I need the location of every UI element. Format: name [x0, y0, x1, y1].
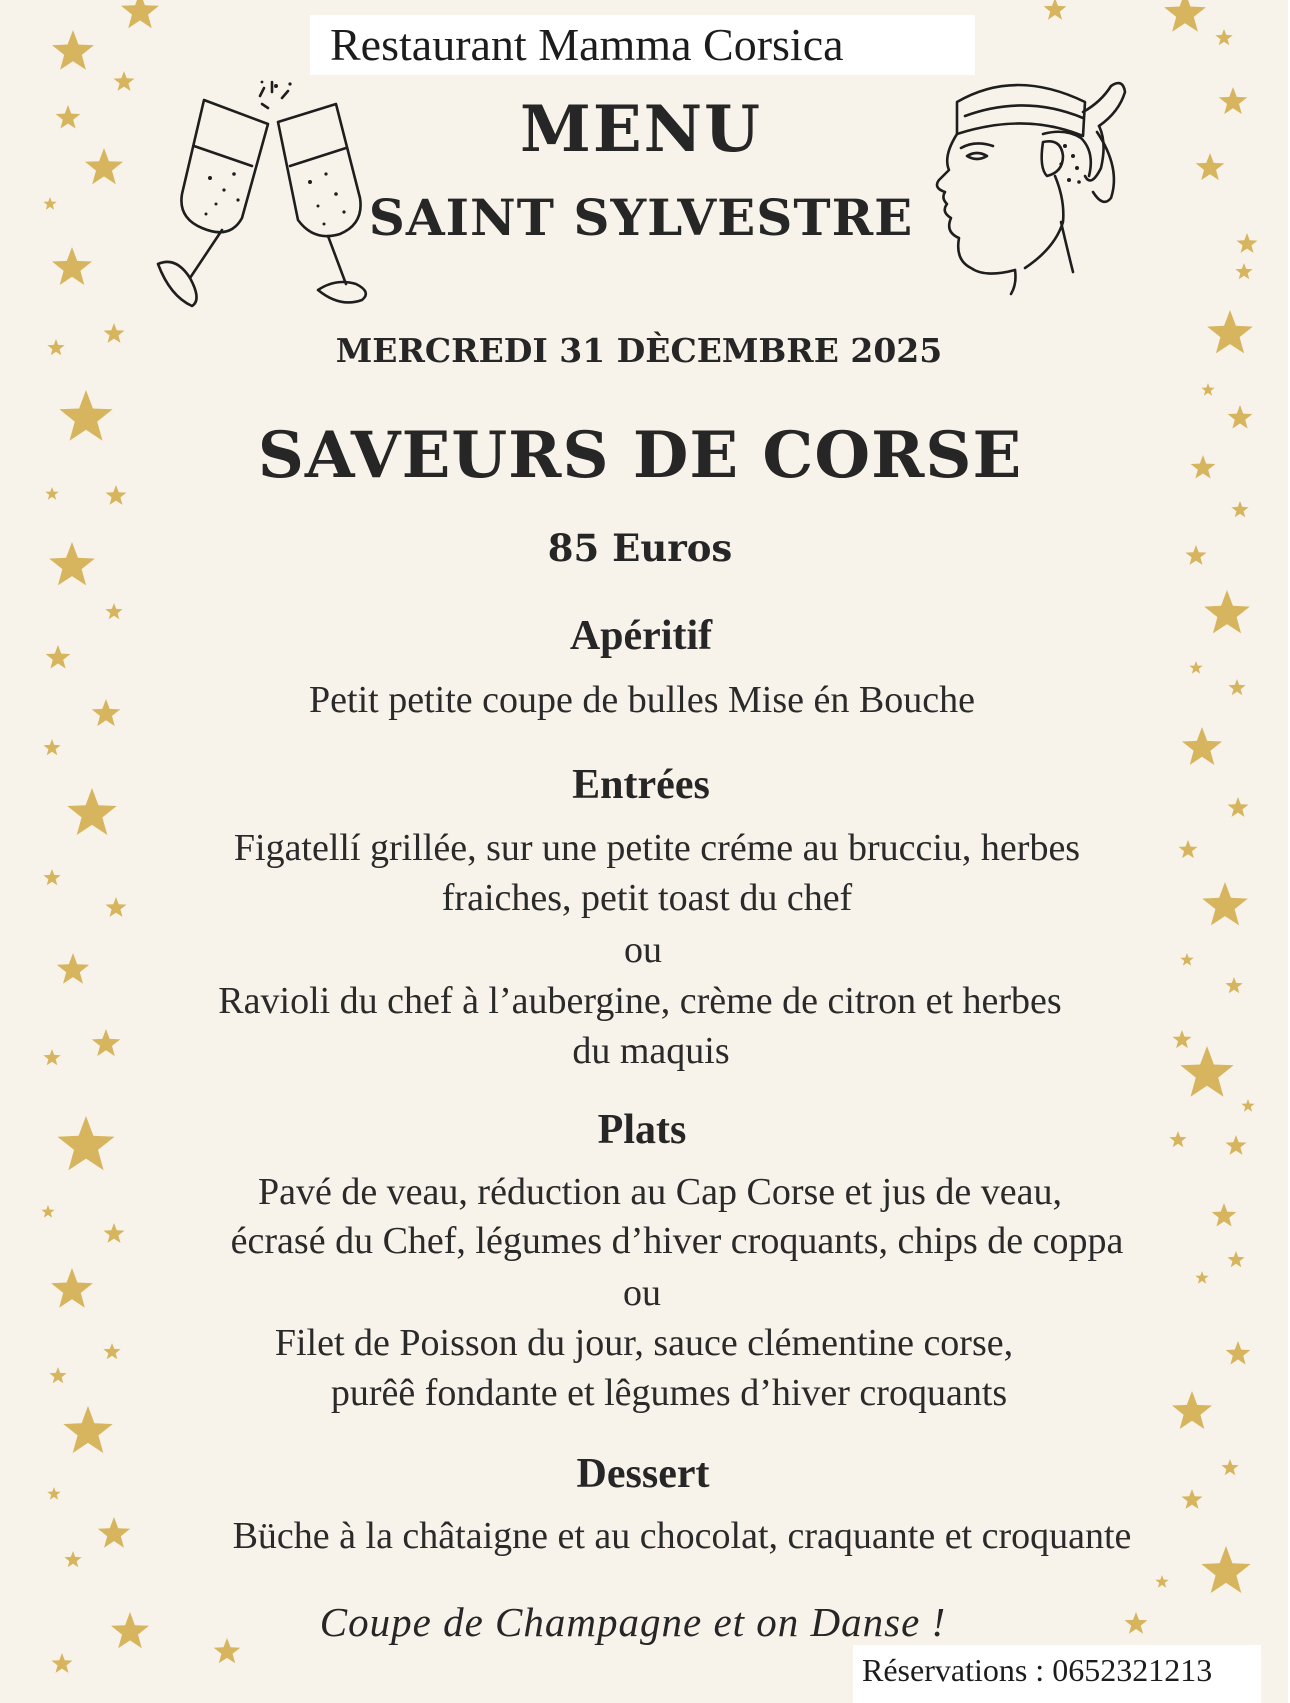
plat-separator: ou [623, 1272, 661, 1314]
menu-price: 85 Euros [547, 526, 733, 570]
star-icon [1215, 29, 1232, 45]
plat-line: Pavé de veau, réduction au Cap Corse et jus de veau, [257, 1171, 1063, 1213]
menu-name: SAVEURS DE CORSE [257, 418, 1023, 493]
plat-line: purêê fondante et lêgumes d’hiver croquants [330, 1372, 1008, 1414]
star-icon [1164, 0, 1206, 32]
section-heading-entrees: Entrées [572, 762, 710, 808]
star-icon [1044, 0, 1067, 20]
section-heading-plats: Plats [597, 1107, 687, 1153]
closing-line: Coupe de Champagne et on Danse ! [319, 1599, 947, 1645]
star-icon [43, 739, 60, 755]
star-icon [1182, 727, 1222, 765]
entree-separator: ou [624, 929, 662, 971]
star-icon [1189, 661, 1202, 674]
star-icon [121, 0, 159, 28]
section-heading-aperitif: Apéritif [569, 613, 713, 659]
entree-line: fraiches, petit toast du chef [441, 877, 853, 919]
reservations-phone: Réservations : 0652321213 [862, 1652, 1213, 1688]
entree-line: du maquis [572, 1030, 730, 1072]
star-icon [1201, 383, 1214, 396]
plat-line: écrasé du Chef, légumes d’hiver croquants, chips de coppa [230, 1220, 1124, 1262]
star-icon [52, 247, 92, 285]
menu-title: MENU [520, 92, 762, 167]
star-icon [1235, 263, 1252, 279]
section-heading-dessert: Dessert [576, 1451, 710, 1497]
star-icon [52, 30, 94, 70]
event-date: MERCREDI 31 DÈCEMBRE 2025 [335, 331, 943, 370]
restaurant-name: Restaurant Mamma Corsica [330, 19, 844, 70]
star-icon [114, 71, 135, 91]
star-icon [52, 1653, 73, 1673]
entree-line: Ravioli du chef à l’aubergine, crème de citron et herbes [218, 980, 1062, 1022]
aperitif-line: Petit petite coupe de bulles Mise én Bouche [309, 679, 975, 721]
entree-line: Figatellí grillée, sur une petite créme au brucciu, herbes [233, 827, 1081, 869]
star-icon [1231, 501, 1248, 517]
menu-subtitle: SAINT SYLVESTRE [368, 188, 914, 247]
star-icon [1155, 1575, 1168, 1588]
plat-line: Filet de Poisson du jour, sauce clémentine corse, [274, 1322, 1014, 1364]
dessert-line: Büche à la châtaigne et au chocolat, craquante et croquante [232, 1515, 1132, 1557]
